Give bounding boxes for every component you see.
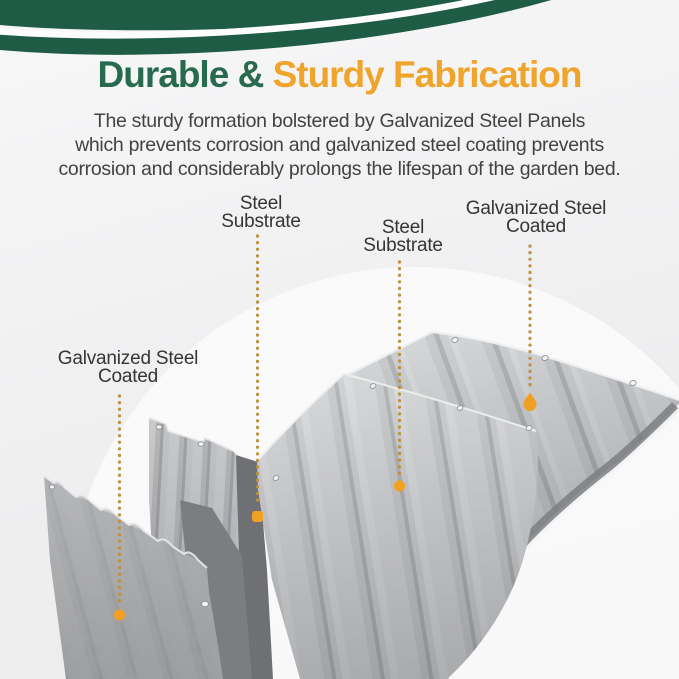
screw-hole xyxy=(198,442,204,446)
title-text-accent: Sturdy Fabrication xyxy=(272,54,582,95)
callout-line: Galvanized Steel xyxy=(57,348,199,369)
callout-label-steel-substrate-1 xyxy=(181,195,341,231)
product-description xyxy=(0,109,679,181)
screw-hole xyxy=(202,601,209,607)
screw-hole xyxy=(156,425,162,429)
callout-line: Coated xyxy=(505,216,567,237)
dot-marker-icon xyxy=(114,610,125,621)
callout-line: Substrate xyxy=(363,235,443,256)
callout-line: Coated xyxy=(97,366,159,387)
callout-line: Steel xyxy=(239,193,283,214)
callout-label-galvanized-coated-right xyxy=(446,200,626,236)
screw-hole xyxy=(50,485,55,489)
page-title xyxy=(0,54,679,96)
callout-line: Steel xyxy=(381,217,425,238)
dot-marker-icon xyxy=(394,481,405,492)
description-line: corrosion and considerably prolongs the lifespan of the garden bed. xyxy=(58,158,621,180)
callout-label-galvanized-coated-left xyxy=(38,350,218,386)
callout-line: Substrate xyxy=(221,211,301,232)
description-line: The sturdy formation bolstered by Galvanized Steel Panels xyxy=(93,110,586,132)
title-text-primary: Durable & xyxy=(97,54,273,95)
callout-line: Galvanized Steel xyxy=(465,198,607,219)
description-line: which prevents corrosion and galvanized steel coating prevents xyxy=(75,134,604,156)
square-marker-icon xyxy=(252,511,263,522)
